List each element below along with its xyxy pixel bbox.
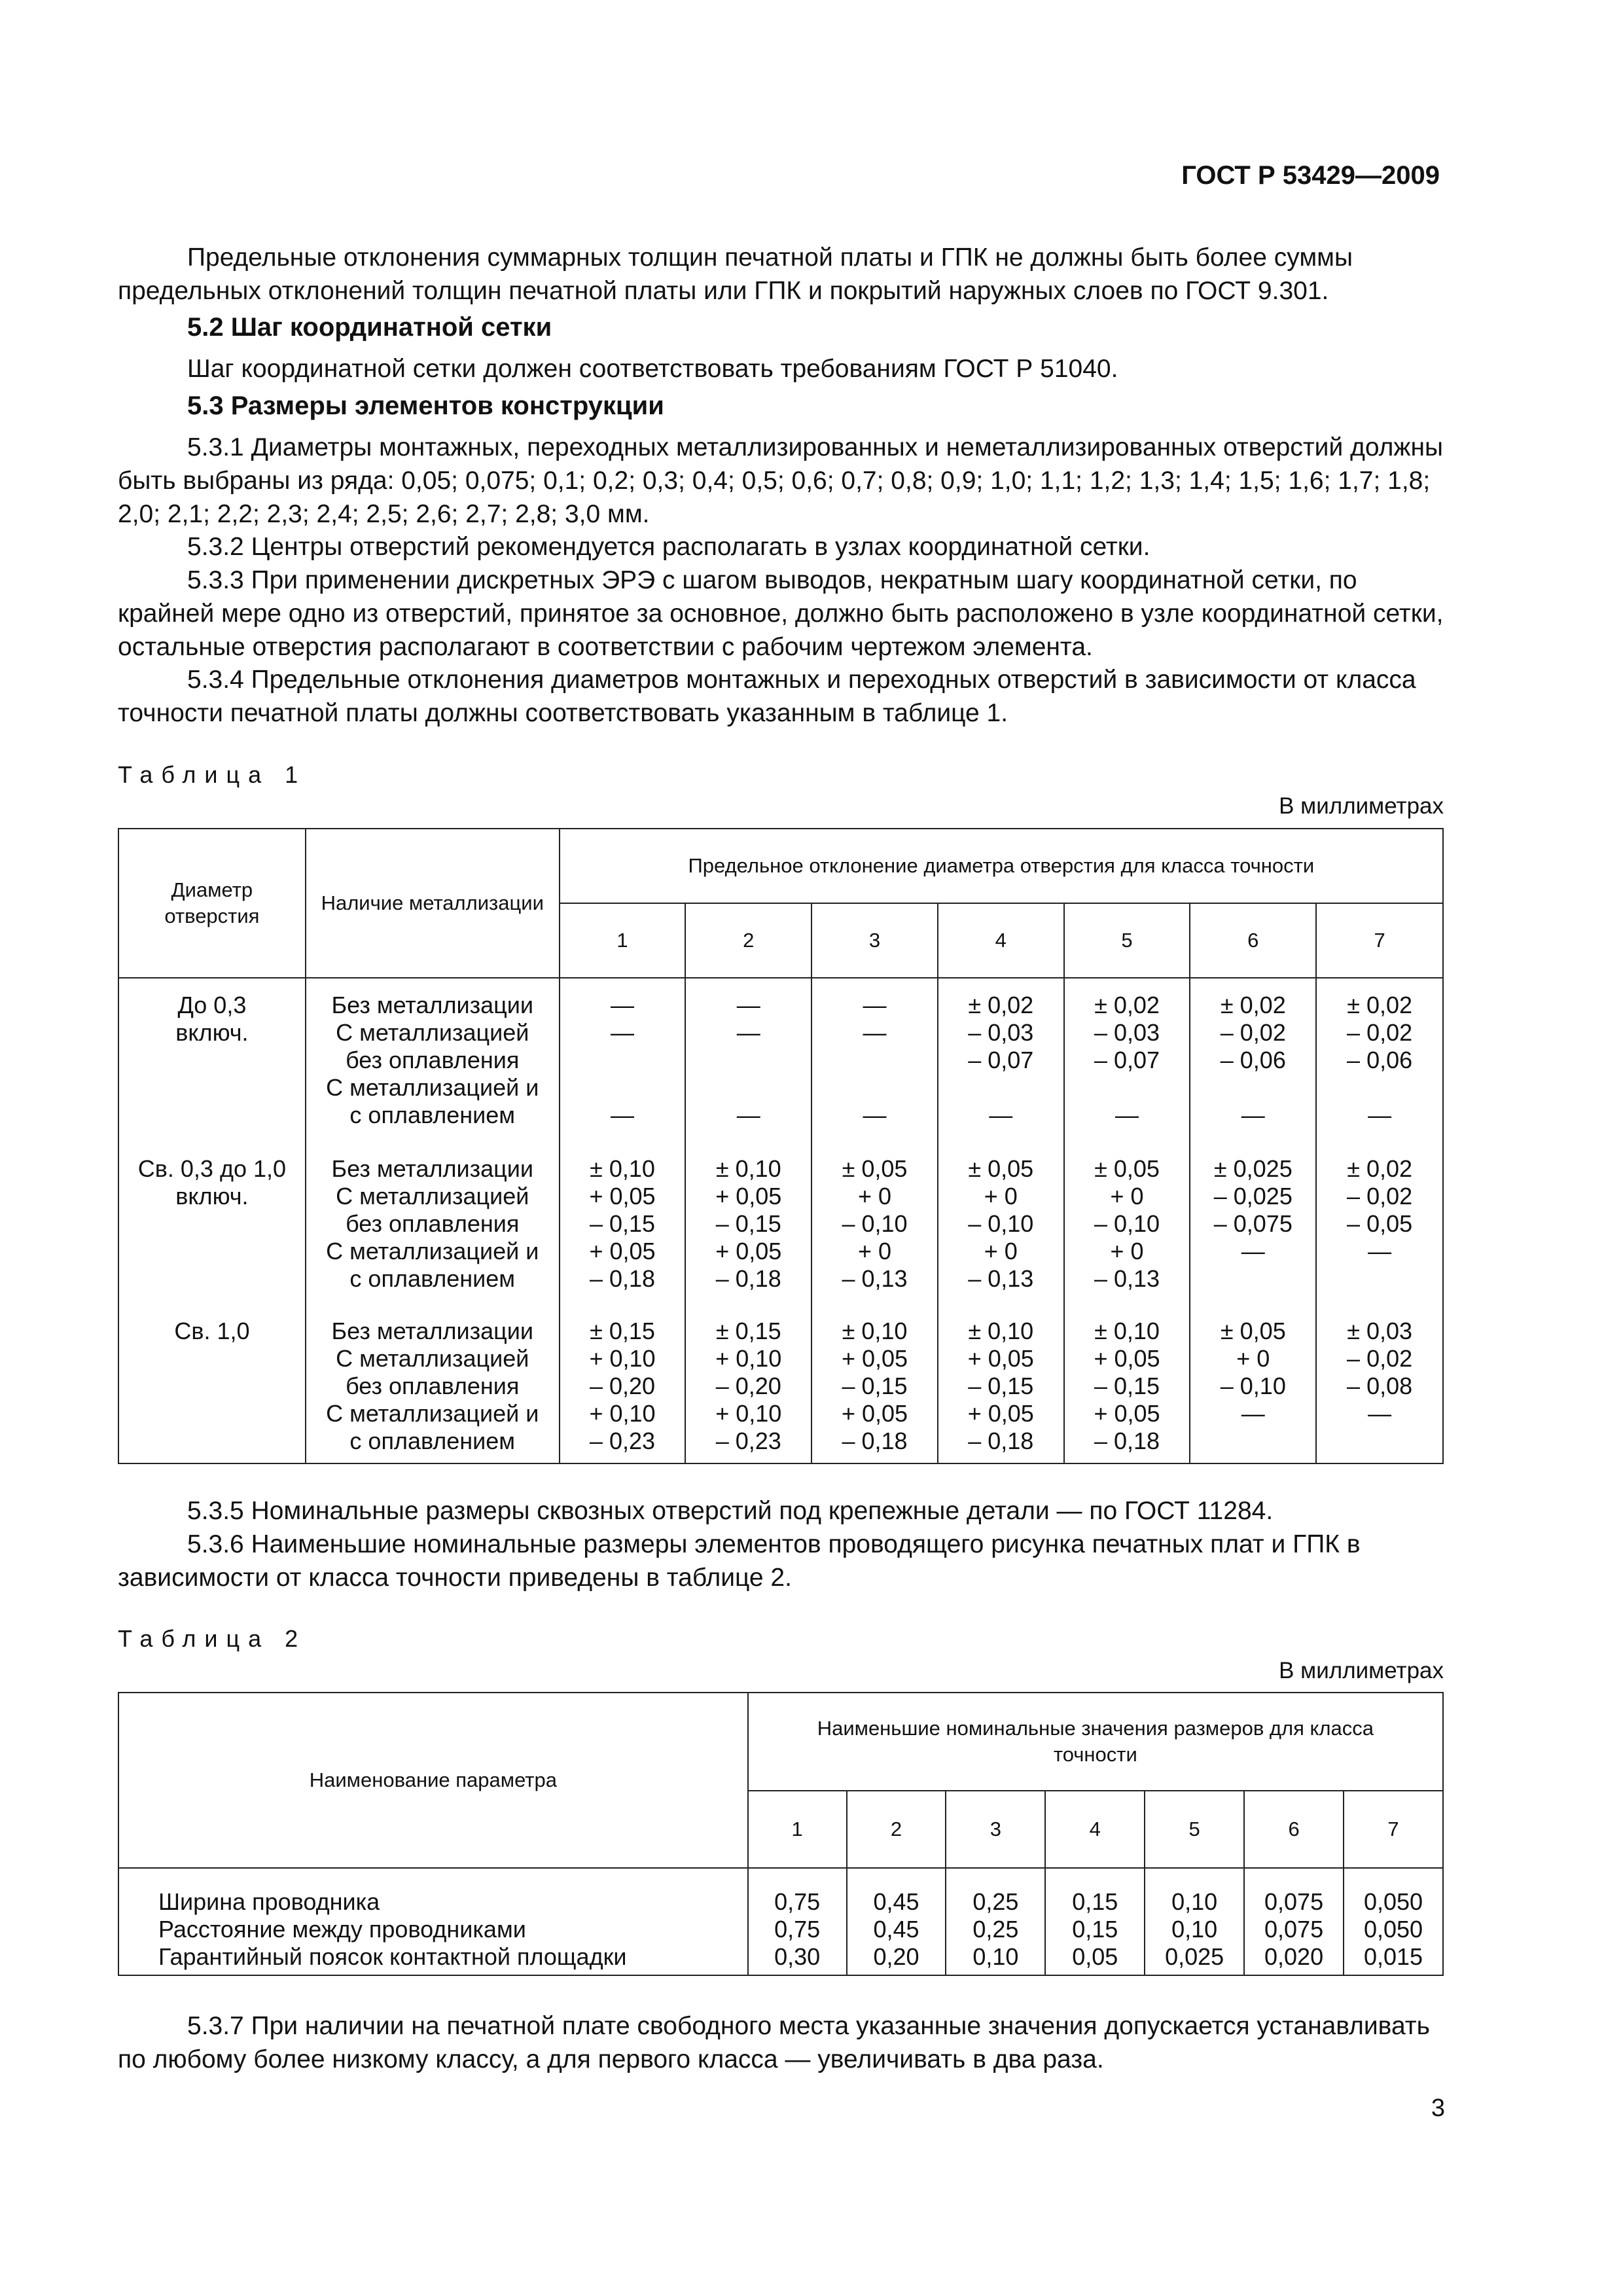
- table1-value: [1190, 1265, 1315, 1293]
- table1-value: – 0,03: [1094, 1019, 1160, 1046]
- table1-class-7: 7: [1316, 903, 1443, 978]
- table1-value-cell-class-5: [1064, 1136, 1190, 1298]
- paragraph-5-3-2: 5.3.2 Центры отверстий рекомендуется располагать в узлах координатной сетки.: [187, 533, 1150, 561]
- table1-value: —: [736, 1019, 760, 1046]
- table2-param-name: Ширина проводника: [158, 1888, 380, 1915]
- table1-value: – 0,20: [589, 1372, 656, 1399]
- table1-value: – 0,075: [1213, 1210, 1293, 1237]
- table1-value: + 0: [1110, 1183, 1144, 1210]
- table1-value: – 0,03: [968, 1019, 1034, 1046]
- table1-value: ± 0,05: [968, 1155, 1034, 1182]
- table1-caption: Таблица 1: [118, 761, 307, 788]
- table1-value: – 0,13: [842, 1265, 908, 1292]
- table2-header-parameter: Наименование параметра: [118, 1693, 748, 1868]
- paragraph-intro: Предельные отклонения суммарных толщин печатной платы и ГПК не должны быть более суммы предельных отклонений толщин печатной платы или ГПК и покрытий наружных слоев по ГОСТ 9.301.: [118, 243, 1353, 305]
- table1-value: – 0,10: [968, 1210, 1034, 1237]
- table1-value: + 0,05: [715, 1238, 782, 1265]
- table1-value-cell-class-6: [1190, 978, 1316, 1136]
- table2-class-3: 3: [946, 1791, 1045, 1868]
- table1-value: – 0,07: [1094, 1047, 1160, 1073]
- table1-value: – 0,15: [842, 1372, 908, 1399]
- page-number: 3: [1431, 2094, 1445, 2122]
- table1-value: [686, 1074, 811, 1102]
- table1-value: + 0,10: [589, 1400, 656, 1427]
- table-2: [118, 1692, 1444, 1976]
- table1-value: – 0,15: [715, 1210, 781, 1237]
- table1-value: —: [1368, 1400, 1392, 1427]
- table1-value: ± 0,10: [968, 1318, 1034, 1344]
- table1-metallization-text: без оплавления: [346, 1210, 520, 1237]
- table1-value-cell-class-7: [1316, 978, 1443, 1136]
- table1-diameter-text: включ.: [175, 1183, 249, 1210]
- table1-value-cell-class-6: [1190, 1136, 1316, 1298]
- table1-value: ± 0,10: [842, 1318, 908, 1344]
- table1-value: [1317, 1427, 1442, 1455]
- table1-value: + 0,05: [967, 1400, 1034, 1427]
- table1-metallization-text: с оплавлением: [349, 1102, 516, 1128]
- table2-values-class-3: 0,25 0,25 0,10: [946, 1868, 1045, 1975]
- table1-value: + 0,05: [841, 1400, 908, 1427]
- table1-value: – 0,06: [1347, 1047, 1413, 1073]
- table1-value: – 0,18: [842, 1427, 908, 1454]
- table1-value: + 0: [984, 1183, 1018, 1210]
- table1-value-cell-class-1: [560, 1136, 686, 1298]
- table1-value: + 0: [1236, 1345, 1270, 1372]
- table1-value: [1065, 1074, 1190, 1102]
- table1-value: – 0,15: [589, 1210, 656, 1237]
- table1-value: + 0: [984, 1238, 1018, 1265]
- table2-header-group: Наименьшие номинальные значения размеров для класса точности: [748, 1693, 1443, 1791]
- document-code: ГОСТ Р 53429—2009: [1181, 161, 1440, 190]
- table1-metallization-text: Без металлизации: [331, 1155, 533, 1182]
- table1-diameter-text: До 0,3: [177, 992, 247, 1018]
- table1-value: ± 0,05: [842, 1155, 908, 1182]
- table1-value: + 0,05: [589, 1183, 656, 1210]
- table1-value: + 0,05: [715, 1183, 782, 1210]
- table1-value: + 0,05: [589, 1238, 656, 1265]
- section-heading-5-2: 5.2 Шаг координатной сетки: [187, 313, 552, 342]
- table1-value: – 0,02: [1220, 1019, 1286, 1046]
- section-heading-5-3: 5.3 Размеры элементов конструкции: [187, 391, 664, 420]
- table1-value: —: [863, 1019, 887, 1046]
- table1-diameter-text: Св. 1,0: [174, 1318, 250, 1344]
- table1-value: + 0,10: [715, 1345, 782, 1372]
- table1-value: – 0,20: [715, 1372, 781, 1399]
- table2-param-name: Гарантийный поясок контактной площадки: [158, 1943, 627, 1970]
- table1-value: – 0,23: [589, 1427, 656, 1454]
- table1-row: [118, 1136, 1443, 1298]
- table1-value: —: [736, 992, 760, 1018]
- table1-metallization-text: С металлизацией: [336, 1183, 529, 1210]
- table1-value: – 0,05: [1347, 1210, 1413, 1237]
- table1-diameter-cell: [118, 1298, 306, 1463]
- table1-value: —: [1368, 1102, 1392, 1128]
- table1-value: ± 0,10: [1094, 1318, 1160, 1344]
- table1-value: ± 0,05: [1094, 1155, 1160, 1182]
- table1-value: —: [736, 1102, 760, 1128]
- table1-value: [1317, 1265, 1442, 1293]
- table1-value: —: [1115, 1102, 1139, 1128]
- table2-values-class-5: 0,10 0,10 0,025: [1145, 1868, 1244, 1975]
- table1-metallization-text: С металлизацией и: [326, 1400, 539, 1427]
- paragraph-5-3-1: 5.3.1 Диаметры монтажных, переходных металлизированных и неметаллизированных отверстий должны быть выбраны из ряда: 0,05; 0,075; 0,1; 0,2; 0,3; 0,4; 0,5; 0,6; 0,7; 0,8; 0,9; 1,0; 1,1; 1,2; 1,3; 1,4; 1,5; 1,6; 1,7; 1,8; 2,0; 2,1; 2,2; 2,3; 2,4; 2,5; 2,6; 2,7; 2,8; 3,0 мм.: [118, 433, 1444, 528]
- table1-value: + 0: [858, 1183, 892, 1210]
- table1-class-5: 5: [1064, 903, 1190, 978]
- table1-value: ± 0,025: [1213, 1155, 1293, 1182]
- table1-value: —: [611, 1019, 635, 1046]
- table1-value-cell-class-4: [938, 978, 1064, 1136]
- table1-metallization-text: С металлизацией и: [326, 1074, 539, 1101]
- table1-value: + 0,10: [589, 1345, 656, 1372]
- table1-value: ± 0,10: [590, 1155, 655, 1182]
- table1-value-cell-class-1: [560, 978, 686, 1136]
- table1-header-group: Предельное отклонение диаметра отверстия для класса точности: [560, 829, 1443, 903]
- table1-value-cell-class-5: [1064, 1298, 1190, 1463]
- table1-metallization-cell: [306, 1136, 560, 1298]
- table1-value-cell-class-5: [1064, 978, 1190, 1136]
- table2-class-2: 2: [847, 1791, 946, 1868]
- table1-value: – 0,02: [1347, 1183, 1413, 1210]
- table1-value-cell-class-3: [812, 1136, 938, 1298]
- table1-value-cell-class-1: [560, 1298, 686, 1463]
- table1-value: – 0,10: [842, 1210, 908, 1237]
- table1-value-cell-class-7: [1316, 1298, 1443, 1463]
- table1-value: —: [863, 992, 887, 1018]
- table1-value: + 0,05: [841, 1345, 908, 1372]
- table1-metallization-text: С металлизацией: [336, 1019, 529, 1046]
- table1-value: ± 0,02: [1347, 992, 1413, 1018]
- table1-value-cell-class-2: [685, 978, 812, 1136]
- table1-value: ± 0,05: [1220, 1318, 1286, 1344]
- table2-class-7: 7: [1344, 1791, 1443, 1868]
- table2-values-class-2: 0,45 0,45 0,20: [847, 1868, 946, 1975]
- paragraph-5-3-4: 5.3.4 Предельные отклонения диаметров монтажных и переходных отверстий в зависимости от класса точности печатной платы должны соответствовать указанным в таблице 1.: [118, 666, 1416, 727]
- table1-value: ± 0,10: [715, 1155, 781, 1182]
- table1-value: + 0,05: [1094, 1400, 1160, 1427]
- table1-metallization-text: Без металлизации: [331, 1318, 533, 1344]
- table1-metallization-text: С металлизацией и: [326, 1238, 539, 1265]
- table1-metallization-text: с оплавлением: [349, 1427, 516, 1454]
- table1-value: – 0,18: [589, 1265, 656, 1292]
- table1-value: [938, 1074, 1063, 1102]
- table1-value: + 0,10: [715, 1400, 782, 1427]
- table1-units: В миллиметрах: [1279, 793, 1444, 819]
- table1-class-3: 3: [812, 903, 938, 978]
- table2-parameters: [118, 1868, 748, 1975]
- paragraph-5-3-3: 5.3.3 При применении дискретных ЭРЭ с шагом выводов, некратным шагу координатной сетки, по крайней мере одно из отверстий, принятое за основное, должно быть расположено в узле координатной сетки, остальные отверстия располагают в соответствии с рабочим чертежом элемента.: [118, 566, 1444, 661]
- table1-value-cell-class-3: [812, 1298, 938, 1463]
- table1-value: – 0,07: [968, 1047, 1034, 1073]
- table1-value: ± 0,02: [1347, 1155, 1413, 1182]
- table1-header-diameter: Диаметр отверстия: [118, 829, 306, 978]
- table-1: [118, 828, 1444, 1464]
- table1-value: [812, 1047, 937, 1074]
- table1-value: [1190, 1074, 1315, 1102]
- table2-class-6: 6: [1244, 1791, 1344, 1868]
- table1-class-2: 2: [685, 903, 812, 978]
- paragraph-5-3-7: 5.3.7 При наличии на печатной плате свободного места указанные значения допускается устанавливать по любому более низкому классу, а для первого класса — увеличивать в два раза.: [118, 2012, 1430, 2073]
- table1-diameter-text: Св. 0,3 до 1,0: [137, 1155, 287, 1182]
- table1-row: [118, 1298, 1443, 1463]
- table2-class-5: 5: [1145, 1791, 1244, 1868]
- table2-class-1: 1: [748, 1791, 847, 1868]
- table1-value: – 0,23: [715, 1427, 781, 1454]
- table1-value: —: [989, 1102, 1013, 1128]
- table1-value: ± 0,02: [968, 992, 1034, 1018]
- table1-value: + 0: [858, 1238, 892, 1265]
- table1-value: —: [1241, 1238, 1265, 1265]
- table1-value: ± 0,02: [1220, 992, 1286, 1018]
- table2-values-class-4: 0,15 0,15 0,05: [1045, 1868, 1145, 1975]
- table1-value: – 0,06: [1220, 1047, 1286, 1073]
- table1-metallization-text: без оплавления: [346, 1372, 520, 1399]
- paragraph-5-2: Шаг координатной сетки должен соответствовать требованиям ГОСТ Р 51040.: [187, 355, 1118, 383]
- table1-value-cell-class-4: [938, 1298, 1064, 1463]
- table1-diameter-text: включ.: [175, 1019, 249, 1046]
- table1-value: ± 0,15: [715, 1318, 781, 1344]
- table1-value: [560, 1047, 685, 1074]
- table1-value: —: [1241, 1102, 1265, 1128]
- table1-metallization-text: С металлизацией: [336, 1345, 529, 1372]
- table1-value: ± 0,02: [1094, 992, 1160, 1018]
- table2-values-class-7: 0,050 0,050 0,015: [1344, 1868, 1443, 1975]
- table1-metallization-cell: [306, 978, 560, 1136]
- table1-class-4: 4: [938, 903, 1064, 978]
- table2-param-name: Расстояние между проводниками: [158, 1916, 526, 1943]
- table1-value: – 0,10: [1220, 1372, 1286, 1399]
- paragraph-5-3-5: 5.3.5 Номинальные размеры сквозных отверстий под крепежные детали — по ГОСТ 11284.: [187, 1497, 1274, 1525]
- table1-value-cell-class-4: [938, 1136, 1064, 1298]
- table1-metallization-cell: [306, 1298, 560, 1463]
- table1-value: – 0,08: [1347, 1372, 1413, 1399]
- table1-value: – 0,18: [968, 1427, 1034, 1454]
- table1-row: [118, 978, 1443, 1136]
- table1-value: [812, 1074, 937, 1102]
- table1-metallization-text: без оплавления: [346, 1047, 520, 1073]
- table2-caption: Таблица 2: [118, 1625, 307, 1652]
- table1-class-6: 6: [1190, 903, 1316, 978]
- table1-value-cell-class-3: [812, 978, 938, 1136]
- table1-value: [1190, 1427, 1315, 1455]
- table1-value: + 0: [1110, 1238, 1144, 1265]
- table1-value: – 0,02: [1347, 1345, 1413, 1372]
- table2-values-class-1: 0,75 0,75 0,30: [748, 1868, 847, 1975]
- table1-value-cell-class-6: [1190, 1298, 1316, 1463]
- table1-value: ± 0,15: [590, 1318, 655, 1344]
- table1-value: ± 0,03: [1347, 1318, 1413, 1344]
- table1-value: [560, 1074, 685, 1102]
- table1-value: [686, 1047, 811, 1074]
- table1-diameter-cell: [118, 1136, 306, 1298]
- table1-value: – 0,18: [715, 1265, 781, 1292]
- table1-value: + 0,05: [967, 1345, 1034, 1372]
- table1-value-cell-class-7: [1316, 1136, 1443, 1298]
- table1-value: —: [863, 1102, 887, 1128]
- table1-metallization-text: с оплавлением: [349, 1265, 516, 1292]
- table1-value: – 0,13: [968, 1265, 1034, 1292]
- table1-value: – 0,02: [1347, 1019, 1413, 1046]
- table1-value: —: [1241, 1400, 1265, 1427]
- table1-value: – 0,025: [1213, 1183, 1293, 1210]
- table1-header-metallization: Наличие металлизации: [306, 829, 560, 978]
- paragraph-5-3-6: 5.3.6 Наименьшие номинальные размеры элементов проводящего рисунка печатных плат и ГПК в зависимости от класса точности приведены в таблице 2.: [118, 1530, 1361, 1592]
- table1-class-1: 1: [560, 903, 686, 978]
- table1-value: – 0,15: [1094, 1372, 1160, 1399]
- table1-diameter-text: [119, 1345, 305, 1372]
- table1-value: + 0,05: [1094, 1345, 1160, 1372]
- table1-value: [1317, 1074, 1442, 1102]
- table1-value: – 0,13: [1094, 1265, 1160, 1292]
- table1-value: —: [611, 1102, 635, 1128]
- table1-value-cell-class-2: [685, 1298, 812, 1463]
- table2-units: В миллиметрах: [1279, 1658, 1444, 1683]
- table1-value: —: [1368, 1238, 1392, 1265]
- table1-value: – 0,10: [1094, 1210, 1160, 1237]
- table1-metallization-text: Без металлизации: [331, 992, 533, 1018]
- table1-value: – 0,15: [968, 1372, 1034, 1399]
- table1-diameter-cell: [118, 978, 306, 1136]
- table2-class-4: 4: [1045, 1791, 1145, 1868]
- table2-values-class-6: 0,075 0,075 0,020: [1244, 1868, 1344, 1975]
- table1-value-cell-class-2: [685, 1136, 812, 1298]
- table1-value: —: [611, 992, 635, 1018]
- table1-value: – 0,18: [1094, 1427, 1160, 1454]
